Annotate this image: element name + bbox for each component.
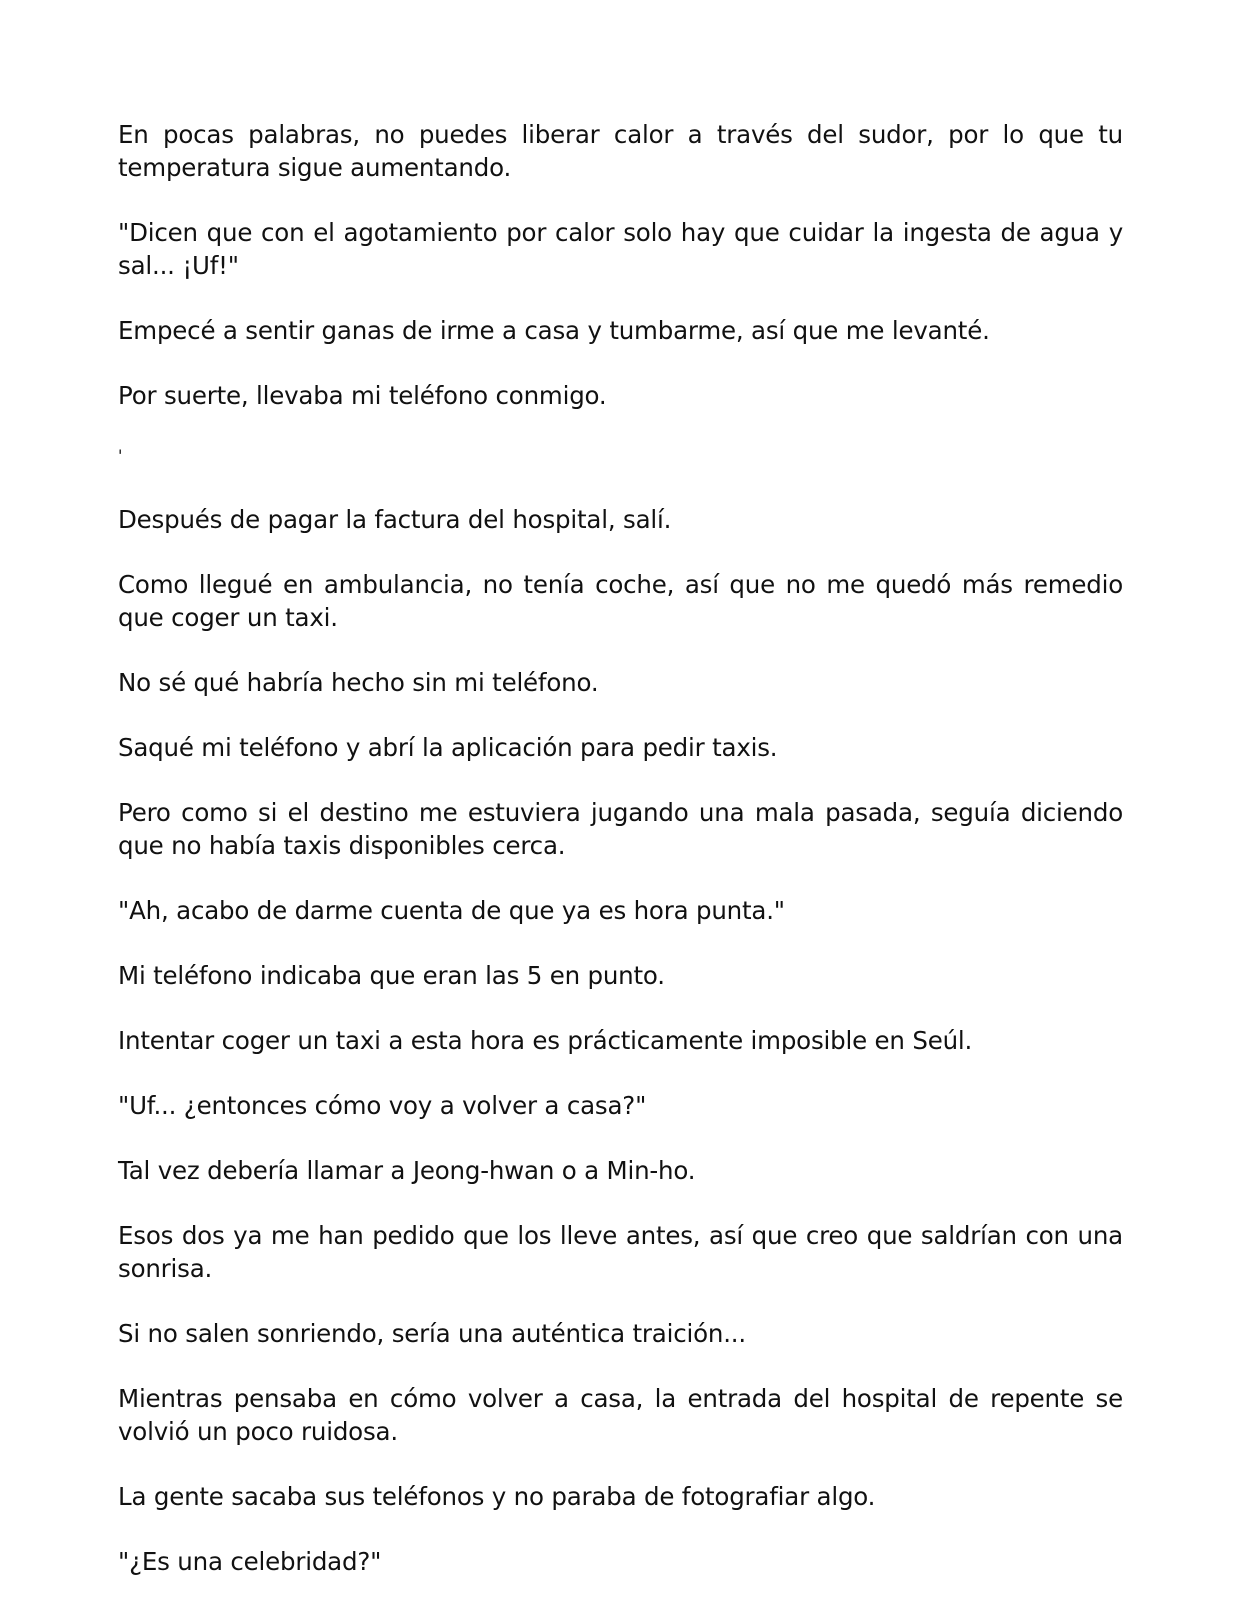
paragraph-2: "Dicen que con el agotamiento por calor solo hay que cuidar la ingesta de agua y sal... ¡Uf!": [118, 218, 1123, 280]
paragraph-7: No sé qué habría hecho sin mi teléfono.: [118, 668, 599, 697]
paragraph-16: Si no salen sonriendo, sería una auténtica traición...: [118, 1319, 746, 1348]
paragraph-9: Pero como si el destino me estuviera jugando una mala pasada, seguía diciendo que no había taxis disponibles cerca.: [118, 798, 1123, 860]
paragraph-12: Intentar coger un taxi a esta hora es prácticamente imposible en Seúl.: [118, 1026, 973, 1055]
paragraph-3: Empecé a sentir ganas de irme a casa y tumbarme, así que me levanté.: [118, 316, 990, 345]
paragraph-14: Tal vez debería llamar a Jeong-hwan o a Min-ho.: [118, 1156, 696, 1185]
paragraph-18: La gente sacaba sus teléfonos y no paraba de fotografiar algo.: [118, 1482, 876, 1511]
paragraph-17: Mientras pensaba en cómo volver a casa, la entrada del hospital de repente se volvió un poco ruidosa.: [118, 1384, 1123, 1446]
paragraph-8: Saqué mi teléfono y abrí la aplicación para pedir taxis.: [118, 733, 778, 762]
paragraph-6: Como llegué en ambulancia, no tenía coche, así que no me quedó más remedio que coger un taxi.: [118, 570, 1123, 632]
paragraph-4: Por suerte, llevaba mi teléfono conmigo.: [118, 381, 607, 410]
stray-mark: ': [118, 446, 123, 465]
paragraph-1: En pocas palabras, no puedes liberar calor a través del sudor, por lo que tu temperatura sigue aumentando.: [118, 120, 1123, 182]
text-column: [118, 118, 1123, 1610]
paragraph-11: Mi teléfono indicaba que eran las 5 en punto.: [118, 961, 665, 990]
paragraph-19: "¿Es una celebridad?": [118, 1547, 382, 1576]
paragraph-13: "Uf... ¿entonces cómo voy a volver a casa?": [118, 1091, 647, 1120]
paragraph-5: Después de pagar la factura del hospital, salí.: [118, 505, 672, 534]
paragraph-10: "Ah, acabo de darme cuenta de que ya es hora punta.": [118, 896, 785, 925]
paragraph-15: Esos dos ya me han pedido que los lleve antes, así que creo que saldrían con una sonrisa.: [118, 1221, 1123, 1283]
